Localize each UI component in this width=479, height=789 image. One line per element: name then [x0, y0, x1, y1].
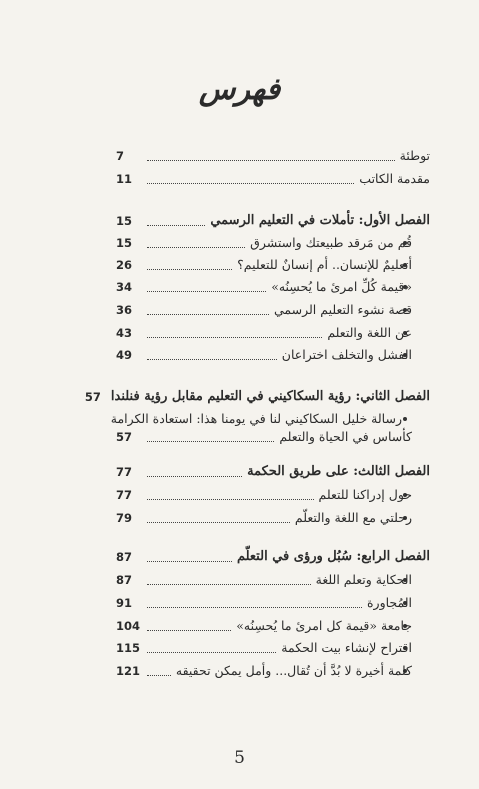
toc-entry	[116, 662, 412, 680]
page-title: فهرس	[198, 72, 281, 107]
dot-leader	[147, 498, 314, 500]
toc-entry-label: الحكاية وتعلم اللغة	[315, 572, 412, 587]
toc-entry-page: 77	[116, 465, 133, 479]
toc-entry	[116, 256, 412, 274]
toc-entry-page: 26	[116, 258, 133, 272]
toc-chapter-1	[116, 212, 430, 230]
dot-leader	[147, 521, 290, 523]
bullet-icon	[403, 417, 407, 421]
toc-entry-author-intro	[116, 170, 430, 188]
dot-leader	[147, 583, 311, 585]
dot-leader	[147, 246, 245, 248]
toc-entry-label: توطئة	[399, 148, 430, 163]
toc-entry-label: الفصل الرابع: سُبُل ورؤى في التعلّم	[236, 549, 430, 564]
toc-entry	[116, 571, 412, 589]
dot-leader	[147, 290, 266, 292]
toc-entry-page: 7	[116, 149, 125, 163]
page-number: 5	[234, 748, 245, 768]
toc-entry	[116, 301, 412, 319]
toc-chapter-2	[84, 388, 430, 406]
toc-entry-label: كلمة أخيرة لا بُدَّ أن تُقال... وأمل يمكن تحقيقه	[175, 663, 412, 678]
toc-entry-page: 15	[116, 236, 133, 250]
toc-entry-label: كأساس في الحياة والتعلم	[279, 429, 412, 444]
dot-leader	[147, 651, 276, 653]
toc-entry	[116, 278, 412, 296]
toc-entry	[116, 324, 412, 342]
toc-entry	[116, 486, 412, 504]
toc-entry-label-line1: رسالة خليل السكاكيني لنا في يومنا هذا: استعادة الكرامة	[110, 411, 402, 426]
dot-leader	[147, 560, 232, 562]
toc-entry	[116, 428, 412, 446]
toc-entry-label: أتعليمٌ للإنسان.. أم إنسانٌ للتعليم؟	[237, 257, 412, 272]
toc-entry-page: 11	[116, 172, 133, 186]
toc-entry-page: 115	[116, 641, 141, 655]
toc-entry-page: 104	[116, 619, 141, 633]
toc-entry-label: رحلتي مع اللغة والتعلّم	[294, 510, 412, 525]
toc-entry-label: قُم من مَرقد طبيعتك واستشرق	[250, 235, 412, 250]
dot-leader	[147, 268, 232, 270]
toc-entry-page: 36	[116, 303, 133, 317]
dot-leader	[147, 629, 231, 631]
dot-leader	[147, 674, 171, 676]
dot-leader	[147, 313, 269, 315]
dot-leader	[147, 358, 277, 360]
toc-entry-page: 57	[116, 430, 133, 444]
toc-entry-label: الفصل الثالث: على طريق الحكمة	[247, 464, 430, 479]
toc-entry-label: مقدمة الكاتب	[359, 171, 430, 186]
toc-entry-preface	[116, 147, 430, 165]
toc-entry-page: 57	[84, 390, 101, 404]
toc-entry-label: الفصل الأول: تأملات في التعليم الرسمي	[210, 213, 430, 228]
toc-entry-label: عن اللغة والتعلم	[327, 325, 412, 340]
toc-entry-label: اقتراح لإنشاء بيت الحكمة	[281, 640, 412, 655]
dot-leader	[147, 159, 395, 161]
toc-entry	[116, 594, 412, 612]
toc-entry	[116, 639, 412, 657]
dot-leader	[147, 606, 362, 608]
toc-entry-page: 79	[116, 511, 133, 525]
toc-entry-page: 15	[116, 214, 133, 228]
toc-entry	[116, 346, 412, 364]
dot-leader	[147, 440, 274, 442]
toc-entry-label: الفصل الثاني: رؤية السكاكيني في التعليم مقابل رؤية فنلندا	[110, 389, 430, 404]
toc-entry-page: 49	[116, 348, 133, 362]
toc-entry-label: قصة نشوء التعليم الرسمي	[273, 302, 412, 317]
toc-chapter-4	[116, 548, 430, 566]
dot-leader	[147, 475, 242, 477]
toc-entry-page: 87	[116, 550, 133, 564]
toc-entry-label: «قيمة كُلِّ امرئ ما يُحسِنُه»	[271, 279, 412, 294]
toc-entry-page: 121	[116, 664, 141, 678]
toc-entry-page: 87	[116, 573, 133, 587]
toc-entry	[116, 509, 412, 527]
dot-leader	[147, 224, 205, 226]
dot-leader	[147, 336, 322, 338]
toc-entry-label: الفشل والتخلف اختراعان	[281, 347, 412, 362]
toc-entry-page: 77	[116, 488, 133, 502]
toc-entry-label: المُجاورة	[366, 595, 412, 610]
toc-entry	[116, 617, 412, 635]
toc-entry-label: حول إدراكنا للتعلم	[318, 487, 412, 502]
toc-chapter-3	[116, 463, 430, 481]
toc-entry-page: 34	[116, 280, 133, 294]
toc-entry-page: 91	[116, 596, 133, 610]
toc-entry-page: 43	[116, 326, 133, 340]
dot-leader	[147, 182, 354, 184]
toc-entry-label: جامعة «قيمة كل امرئ ما يُحسِنُه»	[236, 618, 412, 633]
toc-entry	[116, 234, 412, 252]
